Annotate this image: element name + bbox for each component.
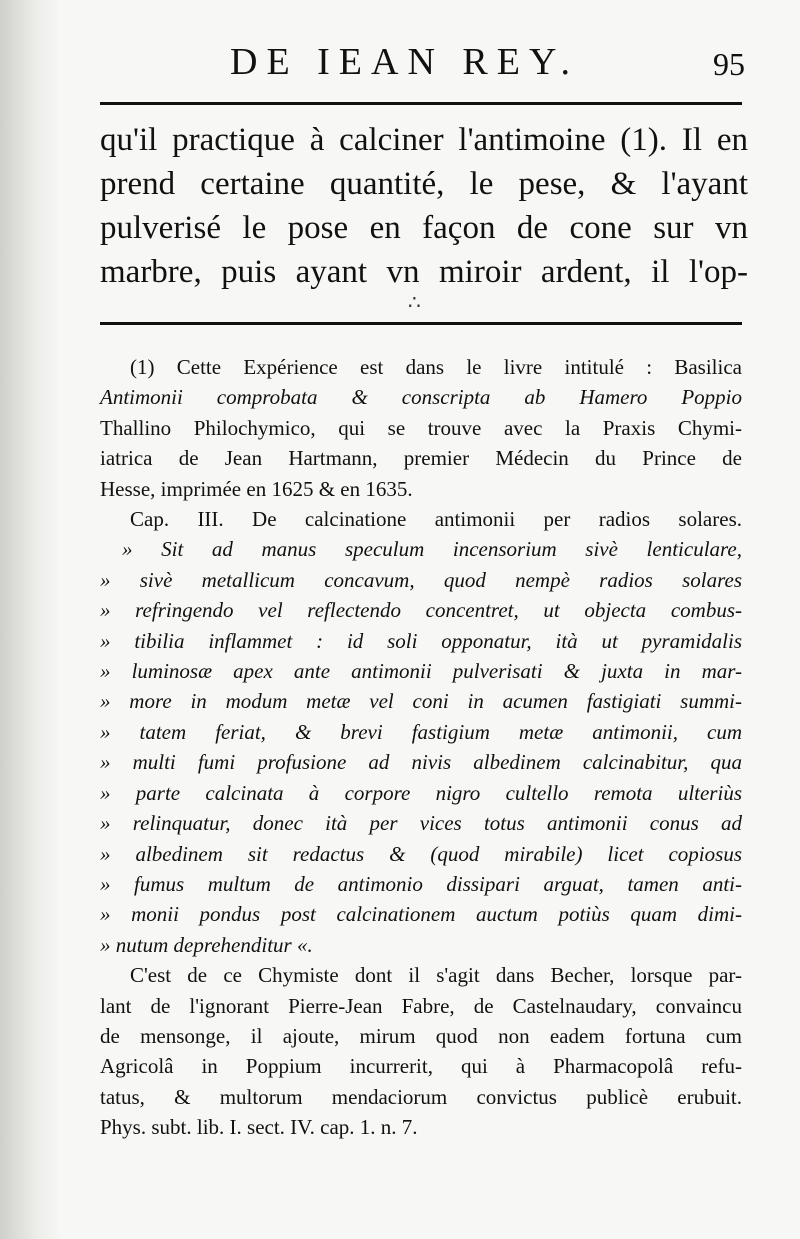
footnote-line: C'est de ce Chymiste dont il s'agit dans Becher, lorsque par- xyxy=(130,963,742,988)
quote-line: » luminosæ apex ante antimonii pulverisati & juxta in mar- xyxy=(100,659,742,684)
footnote-line: Phys. subt. lib. I. sect. IV. cap. 1. n. 7. xyxy=(100,1115,418,1140)
main-text-line: marbre, puis ayant vn miroir ardent, il l'op- xyxy=(100,254,748,290)
header-rule xyxy=(100,102,742,105)
quote-line: » relinquatur, donec ità per vices totus antimonii conus ad xyxy=(100,811,742,836)
chapter-heading: Cap. III. De calcinatione antimonii per radios solares. xyxy=(130,507,742,532)
quote-line: » more in modum metæ vel coni in acumen fastigiati summi- xyxy=(100,689,742,714)
quote-line: » multi fumi profusione ad nivis albedinem calcinabitur, qua xyxy=(100,750,742,775)
quote-line: » albedinem sit redactus & (quod mirabile) licet copiosus xyxy=(100,841,742,866)
footnote-line: iatrica de Jean Hartmann, premier Médecin du Prince de xyxy=(100,446,742,471)
quote-line: » tibilia inflammet : id soli opponatur, ità ut pyramidalis xyxy=(100,628,742,653)
quote-line: » refringendo vel reflectendo concentret, ut objecta combus- xyxy=(100,598,742,623)
footnote-line: Agricolâ in Poppium incurrerit, qui à Pharmacopolâ refu- xyxy=(100,1054,742,1079)
quote-line: » fumus multum de antimonio dissipari arguat, tamen anti- xyxy=(100,871,742,896)
main-text xyxy=(100,118,748,294)
running-title: DE IEAN REY. xyxy=(230,41,580,83)
footnote-line: Hesse, imprimée en 1625 & en 1635. xyxy=(100,476,413,501)
quote-line: » parte calcinata à corpore nigro cultello remota ulteriùs xyxy=(100,780,742,805)
main-text-line: qu'il practique à calciner l'antimoine (1). Il en xyxy=(100,122,748,158)
page-number: 95 xyxy=(713,46,745,82)
quote-line: » tatem feriat, & brevi fastigium metæ antimonii, cum xyxy=(100,719,742,744)
footnote-line: tatus, & multorum mendaciorum convictus publicè erubuit. xyxy=(100,1084,742,1109)
footnote-line: Antimonii comprobata & conscripta ab Hamero Poppio xyxy=(100,385,742,410)
page-gutter-shadow xyxy=(0,0,60,1239)
quote-line: » sivè metallicum concavum, quod nempè radios solares xyxy=(100,567,742,592)
page-header xyxy=(100,40,745,90)
footnote-line: de mensonge, il ajoute, mirum quod non eadem fortuna cum xyxy=(100,1023,742,1048)
quote-line: » monii pondus post calcinationem auctum potiùs quam dimi- xyxy=(100,902,742,927)
ornament-mark: ∴ xyxy=(408,292,421,314)
footnotes xyxy=(100,352,742,1143)
footnote-rule xyxy=(100,322,742,325)
quote-line: » Sit ad manus speculum incensorium sivè lenticulare, xyxy=(122,537,742,562)
footnote-line: (1) Cette Expérience est dans le livre intitulé : Basilica xyxy=(130,355,742,379)
quote-line: » nutum deprehenditur «. xyxy=(100,932,313,957)
main-text-line: prend certaine quantité, le pese, & l'ayant xyxy=(100,166,748,202)
main-text-line: pulverisé le pose en façon de cone sur vn xyxy=(100,210,748,246)
footnote-line: Thallino Philochymico, qui se trouve avec la Praxis Chymi- xyxy=(100,415,742,440)
footnote-line: lant de l'ignorant Pierre-Jean Fabre, de Castelnaudary, convaincu xyxy=(100,993,742,1018)
